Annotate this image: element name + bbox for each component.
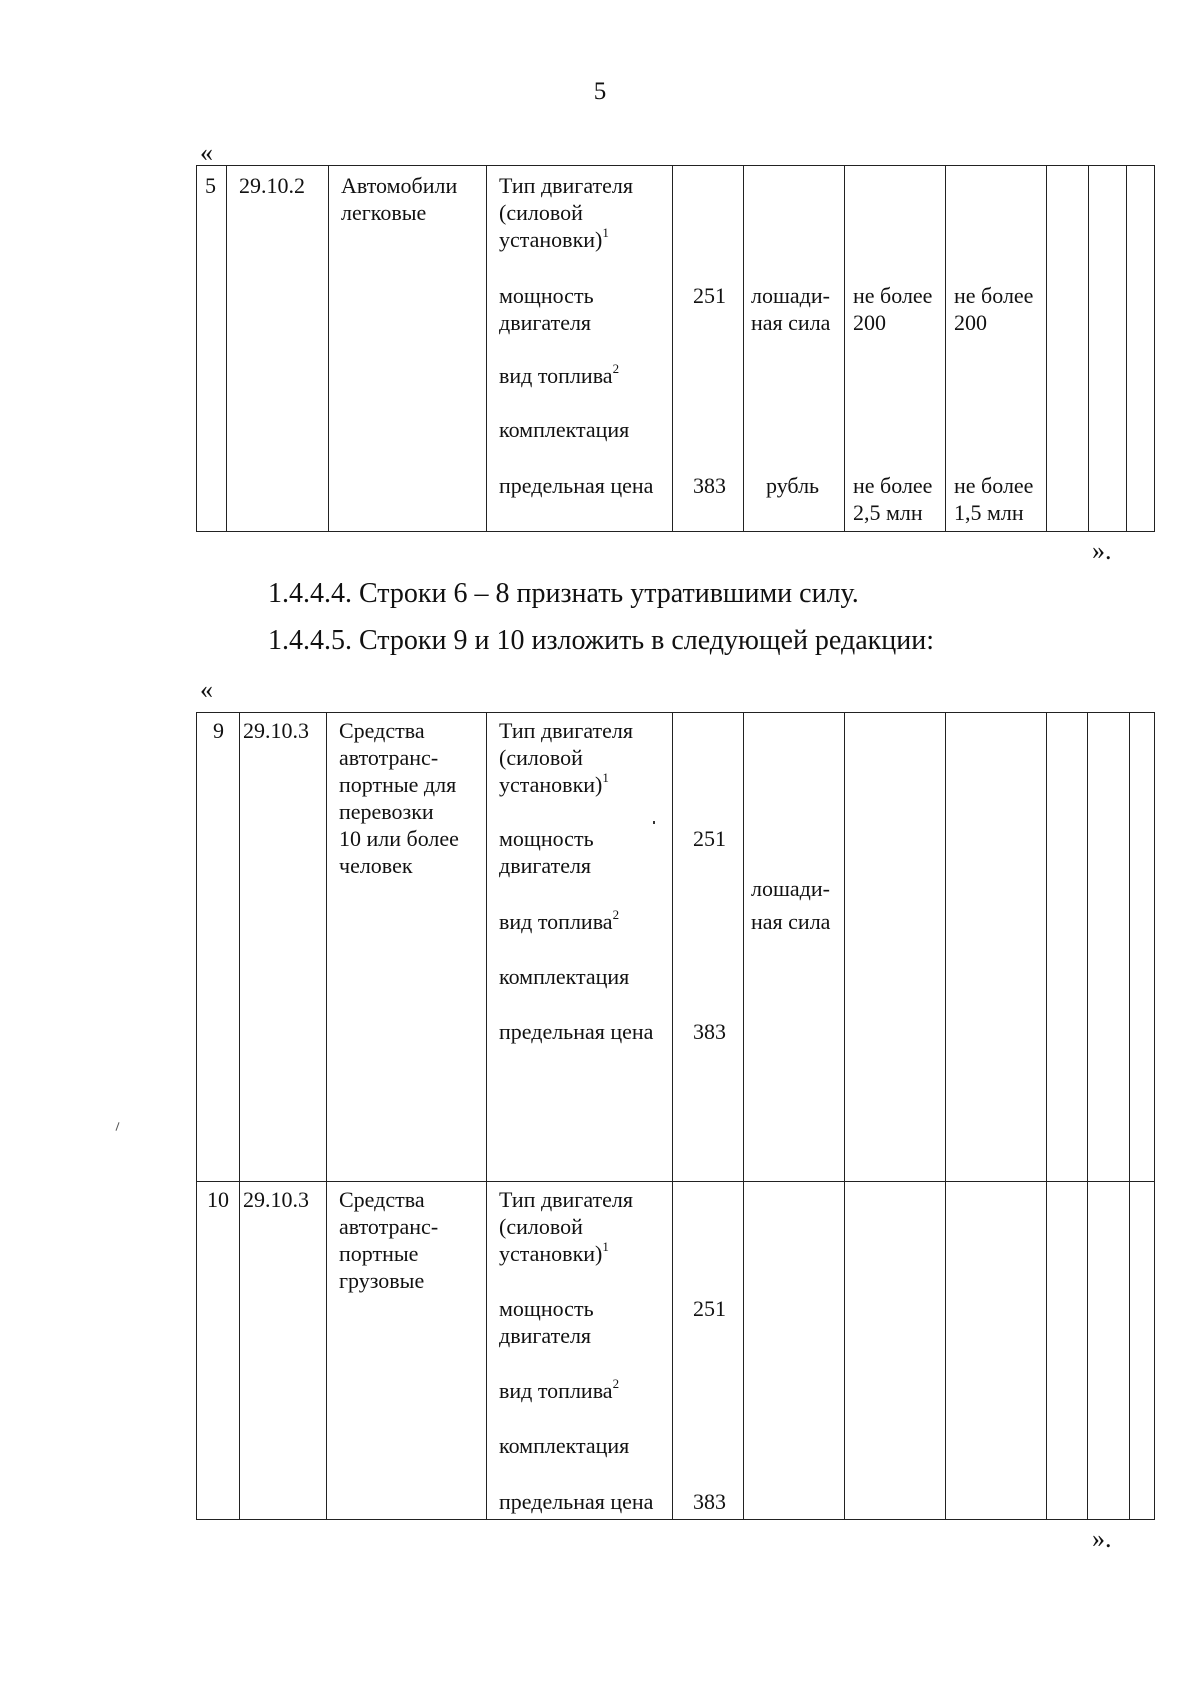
footnote-mark: 2 — [612, 361, 620, 376]
characteristic-line: Тип двигателя — [499, 173, 633, 198]
table-row — [197, 166, 1155, 532]
characteristic-text: вид топлива — [499, 1378, 613, 1403]
row-number: 9 — [213, 718, 224, 743]
close-quote-1: ». — [1092, 536, 1112, 565]
characteristic-line: комплектация — [499, 1433, 630, 1458]
empty-cell — [1130, 1182, 1155, 1520]
unit-line: ная сила — [751, 310, 831, 335]
value-line: 200 — [954, 310, 987, 335]
characteristic-line — [499, 1377, 619, 1404]
characteristic-line: предельная цена — [499, 473, 654, 498]
open-quote-1: « — [200, 138, 213, 167]
page-number: 5 — [593, 78, 607, 105]
row-number: 10 — [207, 1187, 229, 1212]
footnote-mark: 1 — [602, 1239, 609, 1254]
okei-code: 383 — [693, 1489, 726, 1514]
characteristic-line: мощность — [499, 1296, 594, 1321]
characteristic-text: установки) — [499, 1241, 603, 1266]
product-name-line: автотранс- — [339, 1214, 439, 1239]
empty-cell — [1088, 1182, 1130, 1520]
characteristic-line: (силовой — [499, 745, 583, 770]
empty-cell — [946, 713, 1047, 1182]
characteristic-line — [499, 226, 609, 253]
paragraph: 1.4.4.5. Строки 9 и 10 изложить в следующей редакции: — [268, 625, 934, 656]
characteristic-line — [499, 771, 609, 798]
characteristic-line: комплектация — [499, 964, 630, 989]
product-name-line: Средства — [339, 1187, 425, 1212]
okpd-code: 29.10.3 — [243, 1187, 309, 1212]
characteristic-line: комплектация — [499, 417, 630, 442]
footnote-mark: 1 — [602, 770, 609, 785]
paragraph: 1.4.4.4. Строки 6 – 8 признать утратившими силу. — [268, 578, 859, 609]
empty-cell — [1047, 1182, 1088, 1520]
characteristic-text: установки) — [499, 227, 603, 252]
okei-code: 251 — [693, 1296, 726, 1321]
value-line: 200 — [853, 310, 886, 335]
characteristic-line: двигателя — [499, 310, 592, 335]
okei-code: 383 — [693, 473, 726, 498]
okei-code: 251 — [693, 283, 726, 308]
table-1 — [196, 165, 1155, 532]
product-name-line: грузовые — [339, 1268, 425, 1293]
table-row — [197, 1182, 1155, 1520]
characteristic-line — [499, 362, 619, 389]
product-name-line: Средства — [339, 718, 425, 743]
empty-cell — [1127, 166, 1155, 532]
okei-code: 251 — [693, 826, 726, 851]
footnote-mark: 2 — [612, 907, 620, 922]
characteristic-text: установки) — [499, 772, 603, 797]
table-row — [197, 713, 1155, 1182]
characteristic-line: мощность — [499, 283, 594, 308]
characteristic-line: (силовой — [499, 1214, 583, 1239]
empty-cell — [845, 1182, 946, 1520]
value-line: 2,5 млн — [853, 500, 923, 525]
empty-cell — [1088, 713, 1130, 1182]
value-line: не более — [954, 283, 1034, 308]
value-line: 1,5 млн — [954, 500, 1024, 525]
product-name-line: Автомобили — [341, 173, 458, 198]
product-name-line: перевозки — [339, 799, 434, 824]
product-name-line: автотранс- — [339, 745, 439, 770]
characteristic-line: предельная цена — [499, 1019, 654, 1044]
okei-code: 383 — [693, 1019, 726, 1044]
unit-line: лошади- — [751, 876, 830, 901]
value-line: не более — [954, 473, 1034, 498]
product-name-line: портные для — [339, 772, 457, 797]
characteristic-line — [499, 1240, 609, 1267]
characteristic-line — [499, 908, 619, 935]
close-quote-2: ». — [1092, 1524, 1112, 1553]
characteristic-line: Тип двигателя — [499, 718, 633, 743]
product-name-line: человек — [339, 853, 413, 878]
characteristic-line: двигателя — [499, 853, 592, 878]
open-quote-2: « — [200, 675, 213, 704]
product-name-line: легковые — [341, 200, 427, 225]
table-2 — [196, 712, 1155, 1520]
characteristic-line: предельная цена — [499, 1489, 654, 1514]
row-number: 5 — [205, 173, 216, 198]
characteristic-line: Тип двигателя — [499, 1187, 633, 1212]
footnote-mark: 1 — [602, 225, 609, 240]
empty-cell — [1089, 166, 1127, 532]
scan-speck — [653, 821, 655, 824]
characteristic-line: мощность — [499, 826, 594, 851]
product-name-line: портные — [339, 1241, 419, 1266]
characteristic-text: вид топлива — [499, 909, 613, 934]
characteristic-line: (силовой — [499, 200, 583, 225]
product-name-line: 10 или более — [339, 826, 459, 851]
value-line: не более — [853, 283, 933, 308]
characteristic-line: двигателя — [499, 1323, 592, 1348]
empty-cell — [1047, 713, 1088, 1182]
unit-line: ная сила — [751, 909, 831, 934]
characteristic-text: вид топлива — [499, 363, 613, 388]
value-line: не более — [853, 473, 933, 498]
empty-cell — [1047, 166, 1089, 532]
empty-cell — [845, 713, 946, 1182]
empty-cell — [1130, 713, 1155, 1182]
unit-line: рубль — [766, 473, 820, 498]
empty-cell — [946, 1182, 1047, 1520]
footnote-mark: 2 — [612, 1376, 620, 1391]
scan-mark — [115, 1122, 119, 1131]
empty-cell — [744, 1182, 845, 1520]
unit-line: лошади- — [751, 283, 830, 308]
okpd-code: 29.10.3 — [243, 718, 309, 743]
okpd-code: 29.10.2 — [239, 173, 305, 198]
